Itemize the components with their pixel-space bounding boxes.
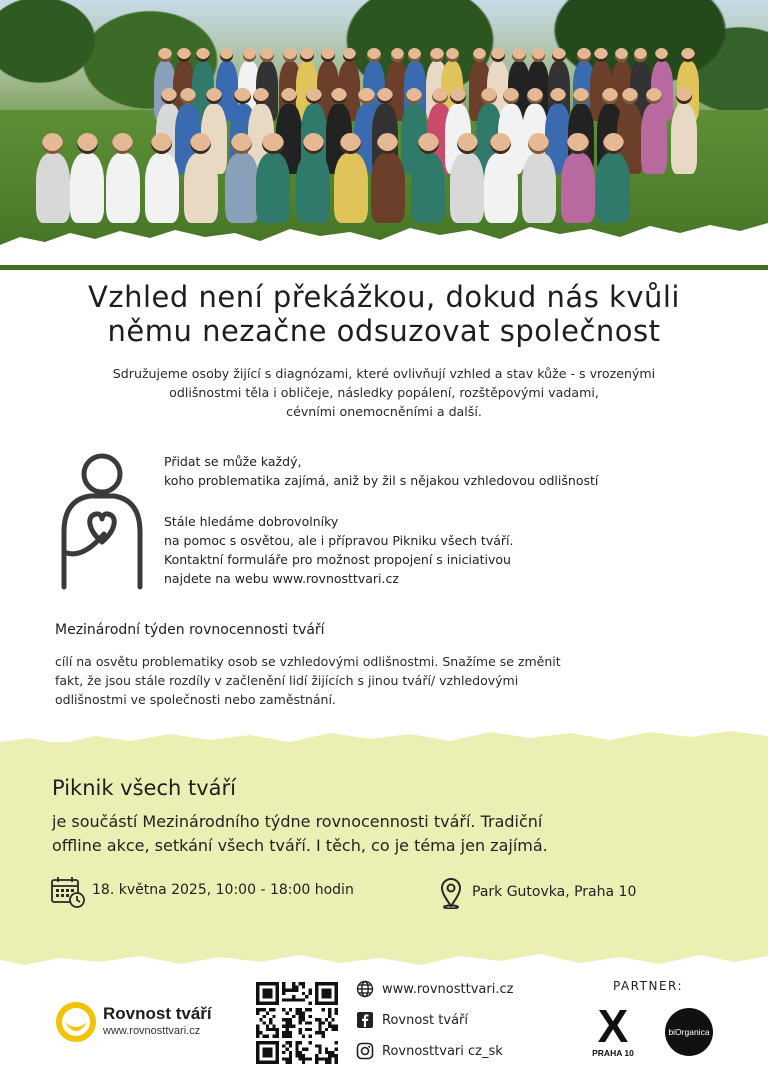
event-date: 18. května 2025, 10:00 - 18:00 hodin [92, 882, 354, 898]
crowd-person-head [180, 88, 196, 104]
crowd-person-head [196, 48, 210, 62]
crowd-person-head [615, 48, 629, 62]
biorganica-name: biOrganica [668, 1027, 710, 1037]
crowd-person [484, 153, 518, 223]
crowd-person-head [358, 88, 374, 104]
crowd-person-head [206, 88, 222, 104]
intro-line-1: Sdružujeme osoby žijící s diagnózami, které ovlivňují vzhled a stav kůže - s vrozenými [112, 366, 656, 381]
crowd-person [641, 104, 667, 174]
logo-mark-icon [56, 1002, 96, 1042]
person-heart-icon [52, 452, 152, 592]
contact-web[interactable] [356, 980, 513, 998]
crowd [20, 38, 740, 218]
crowd-person [70, 153, 104, 223]
praha-10-mark: X [597, 1000, 629, 1052]
volunteer-line-2: Kontaktní formuláře pro možnost propojení s iniciativou [164, 552, 511, 567]
crowd-person-head [77, 133, 98, 154]
crowd-person [371, 153, 405, 223]
praha-10-logo [588, 1000, 638, 1062]
crowd-person [145, 153, 179, 223]
crowd-person-head [550, 88, 566, 104]
crowd-person-head [655, 48, 669, 62]
volunteer-line-3: najdete na webu www.rovnosttvari.cz [164, 571, 399, 586]
crowd-person-head [491, 48, 505, 62]
crowd-person [296, 153, 330, 223]
crowd-person-head [367, 48, 381, 62]
qr-code[interactable] [256, 982, 338, 1064]
crowd-person-head [503, 88, 519, 104]
crowd-person [184, 153, 218, 223]
join-block [164, 452, 744, 490]
crowd-person-head [473, 48, 487, 62]
crowd-person-head [681, 48, 695, 62]
crowd-person-head [594, 48, 608, 62]
facebook-icon [356, 1011, 374, 1029]
crowd-person-head [391, 48, 405, 62]
headline [20, 280, 748, 348]
intro-paragraph [40, 364, 728, 421]
crowd-person [450, 153, 484, 223]
calendar-icon [51, 876, 85, 908]
intro-line-2: odlišnostmi těla i obličeje, následky popálení, rozštěpovými vadami, [169, 385, 599, 400]
crowd-person-head [262, 133, 283, 154]
crowd-person [561, 153, 595, 223]
logo-url: www.rovnosttvari.cz [103, 1025, 201, 1037]
crowd-person-head [432, 88, 448, 104]
crowd-person-head [512, 48, 526, 62]
crowd-person-head [42, 133, 63, 154]
week-line-1: cílí na osvětu problematiky osob se vzhledovými odlišnostmi. Snažíme se změnit [55, 654, 561, 669]
crowd-person-head [190, 133, 211, 154]
crowd-person-head [306, 88, 322, 104]
crowd-person-head [161, 88, 177, 104]
contact-facebook[interactable] [356, 1011, 468, 1029]
crowd-person [256, 153, 290, 223]
praha-10-name: PRAHA 10 [592, 1048, 634, 1058]
crowd-person-head [283, 48, 297, 62]
crowd-person-head [446, 48, 460, 62]
crowd-person-head [457, 133, 478, 154]
crowd-person-head [158, 48, 172, 62]
crowd-person-head [603, 133, 624, 154]
crowd-person-head [331, 88, 347, 104]
crowd-person-head [243, 48, 257, 62]
crowd-person [671, 104, 697, 174]
contact-web-text: www.rovnosttvari.cz [382, 981, 514, 997]
crowd-person-head [321, 48, 335, 62]
crowd-person-head [300, 48, 314, 62]
join-title: Přidat se může každý, [164, 454, 302, 469]
week-title: Mezinárodní týden rovnocennosti tváří [55, 622, 325, 638]
week-line-3: odlišnostmi ve společnosti nebo zaměstnání. [55, 692, 336, 707]
crowd-person [522, 153, 556, 223]
crowd-person-head [220, 48, 234, 62]
volunteer-line-1: na pomoc s osvětou, ale i přípravou Pikniku všech tváří. [164, 533, 514, 548]
crowd-person-head [577, 48, 591, 62]
crowd-person-head [260, 48, 274, 62]
picnic-title: Piknik všech tváří [52, 776, 236, 800]
crowd-person [225, 153, 259, 223]
crowd-person-head [450, 88, 466, 104]
join-text: koho problematika zajímá, aniž by žil s nějakou vzhledovou odlišností [164, 473, 599, 488]
contact-facebook-text: Rovnost tváří [382, 1012, 469, 1028]
crowd-person [106, 153, 140, 223]
volunteer-block [164, 512, 744, 588]
instagram-icon [356, 1042, 374, 1060]
crowd-person-head [567, 133, 588, 154]
crowd-person-head [532, 48, 546, 62]
crowd-person-head [430, 48, 444, 62]
crowd-person-head [552, 48, 566, 62]
picnic-line-2: offline akce, setkání všech tváří. I těch, co je téma jen zajímá. [52, 836, 548, 855]
crowd-person-head [418, 133, 439, 154]
week-line-2: fakt, že jsou stále rozdíly v začlenění lidí žijících s jinou tváří/ vzhledovými [55, 673, 519, 688]
picnic-paragraph [52, 810, 732, 858]
intro-line-3: cévními onemocněními a další. [286, 404, 482, 419]
crowd-person [411, 153, 445, 223]
crowd-person-head [343, 48, 357, 62]
partner-label: PARTNER: [613, 979, 684, 993]
location-pin-icon [440, 877, 462, 909]
logo-name: Rovnost tváří [103, 1004, 212, 1023]
crowd-person [36, 153, 70, 223]
rovnost-tvari-logo [56, 1000, 236, 1046]
picnic-line-1: je součástí Mezinárodního týdne rovnocennosti tváří. Tradiční [52, 812, 543, 831]
band-top-edge [0, 728, 768, 752]
volunteer-title: Stále hledáme dobrovolníky [164, 514, 339, 529]
band-bottom-edge [0, 946, 768, 970]
crowd-person-head [602, 88, 618, 104]
crowd-person-head [481, 88, 497, 104]
crowd-person-head [303, 133, 324, 154]
headline-line-1: Vzhled není překážkou, dokud nás kvůli [88, 280, 680, 314]
crowd-person-head [177, 48, 191, 62]
crowd-person-head [406, 88, 422, 104]
globe-icon [356, 980, 374, 998]
contact-instagram-text: Rovnosttvari cz_sk [382, 1043, 503, 1059]
crowd-person-head [112, 133, 133, 154]
crowd-person-head [234, 88, 250, 104]
crowd-person [334, 153, 368, 223]
contact-instagram[interactable] [356, 1042, 503, 1060]
torn-paper-edge [0, 215, 768, 265]
crowd-person-head [490, 133, 511, 154]
event-place: Park Gutovka, Praha 10 [472, 884, 637, 900]
headline-line-2: němu nezačne odsuzovat společnost [107, 314, 661, 348]
crowd-person [596, 153, 630, 223]
crowd-person-head [408, 48, 422, 62]
crowd-person-head [634, 48, 648, 62]
biorganica-logo [665, 1008, 713, 1056]
crowd-person-head [646, 88, 662, 104]
week-paragraph [55, 652, 715, 709]
